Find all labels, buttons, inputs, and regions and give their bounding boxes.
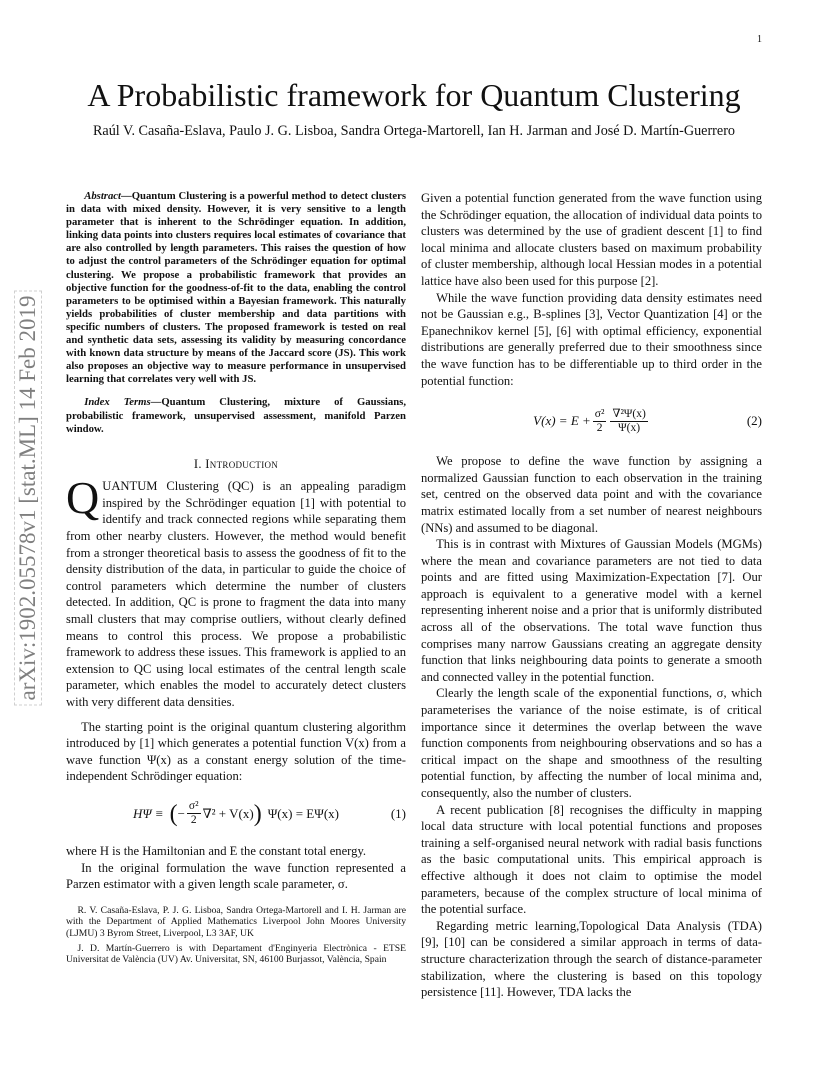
eq1-frac-num: σ² <box>188 800 199 813</box>
intro-paragraph-1 <box>66 472 406 710</box>
eq1-fraction <box>187 800 201 827</box>
abstract-text: —Quantum Clustering is a powerful method to detect clusters in data with mixed density. However, it is very sensitive to a length parameter that is inherent to the Schrödinger equation. In addition, linking data points into clusters requires local estimates of covariance that are also controlled by length parameters. This raises the question of how to adjust the control parameters of the Schrödinger equation for optimal clustering. We propose a probabilistic framework that provides an objective function for the goodness-of-fit to the data, enabling the control parameters to be optimised within a Bayesian framework. This naturally yields probabilities of cluster membership and data partitions with specific numbers of clusters. The proposed framework is tested on real and synthetic data sets, assessing its validity by measuring concordance with known data structure by means of the Jaccard score (JS). This work also proposes an objective way to measure performance in unsupervised learning that correlates very well with JS. <box>66 190 406 386</box>
page-number: 1 <box>757 34 762 45</box>
arxiv-stamp-text: arXiv:1902.05578v1 [stat.ML] 14 Feb 2019 <box>14 290 42 705</box>
eq1-mid: ∇² + V(x) <box>202 805 254 821</box>
eq2-lhs: V(x) = E + <box>533 412 591 428</box>
right-paragraph-3: We propose to define the wave function by assigning a normalized Gaussian function to each observation in the training set, centred on the observed data point and with the covariance matrix estimated locally from a set number of nearest neighbours (NNs) and assumed to be diagonal. <box>421 454 762 535</box>
paper-title: A Probabilistic framework for Quantum Clustering <box>87 77 741 113</box>
eq1-lhs: HΨ ≡ <box>133 805 164 821</box>
section-number: I. <box>193 456 202 471</box>
eq2-fraction-2 <box>610 408 647 435</box>
intro-paragraph-3: where H is the Hamiltonian and E the constant total energy. <box>66 843 367 858</box>
affiliation-footnotes <box>66 905 406 966</box>
eq2-frac2-num: ∇²Ψ(x) <box>612 407 646 420</box>
footnote-1: R. V. Casaña-Eslava, P. J. G. Lisboa, Sandra Ortega-Martorell and I. H. Jarman are with the Department of Applied Mathematics Liverpool John Moores University (LJMU) 3 Byrom Street, Liverpool, L3 3AF, UK <box>66 904 406 939</box>
equation-2 <box>421 397 762 445</box>
right-paragraph-4: This is in contrast with Mixtures of Gaussian Models (MGMs) where the mean and covariance parameters are not tied to data points and are fitted using Maximization-Expectation [7]. Our approach is equivalent to a generative model with a kernel representing inherent noise and a prior that is uniformly distributed across all of the observations. The total wave function thus comprises many narrow Gaussians creating an aggregate density function that links neighbouring data points to generate a smooth and connected valley in the potential function. <box>421 537 762 684</box>
equation-1: HΨ ≡ ( − $\frac{\text{σ²}}{2}$ ∇² + V(x) ) Ψ(x) = EΨ(x) (1) <box>133 800 406 827</box>
intro-paragraph-4: In the original formulation the wave function represented a Parzen estimator with a given length scale parameter, σ. <box>66 860 406 892</box>
left-column <box>66 190 406 970</box>
drop-cap: Q <box>66 472 100 524</box>
eq1-frac-den: 2 <box>190 814 197 827</box>
eq2-frac1-num: σ² <box>594 407 605 420</box>
section-heading <box>66 456 406 473</box>
right-paragraph-5: Clearly the length scale of the exponential functions, σ, which parameterises the variance of the noise estimate, is of critical importance since it determines the overlap between the wave function components from neighbouring observations and so has a critical impact on the shape and smoothness of the resulting potential function, by affecting the number of local minima and, consequently, also the number of clusters. <box>421 686 762 800</box>
right-paragraph-2: While the wave function providing data density estimates need not be Gaussian e.g., B-splines [3], Vector Quantization [4] or the Epanechnikov kernel [5], [6] with optimal efficiency, exponential distributions are generally preferred due to their smoothness since the wave function has to be differentiable up to third order in the potential function: <box>421 290 762 388</box>
index-terms-label: Index Terms <box>84 396 151 409</box>
right-paragraph-6: A recent publication [8] recognises the difficulty in mapping local data structure with local potential functions and proposes training a self-organised neural network with radial basis functions as the basic computational units. This empirical approach is effective although it does not claim to optimise the model parameters, because of the complex structure of local minima of the potential surface. <box>421 802 762 917</box>
right-paragraph-1: Given a potential function generated from the wave function using the Schrödinger equation, the allocation of individual data points to clusters was determined by the use of gradient descent [1] to find local minima and allocate clusters based on maximum probability of cluster membership, although local Hessian modes in a potential lattice have also been used for this purpose [2]. <box>421 191 762 288</box>
eq1-number: (1) <box>390 805 406 821</box>
eq2-fraction-1 <box>593 408 607 435</box>
section-title: Introduction <box>205 456 279 471</box>
right-column <box>421 190 762 1001</box>
abstract <box>66 190 406 386</box>
right-paragraph-7: Regarding metric learning,Topological Data Analysis (TDA) [9], [10] can be considered a similar approach in terms of data-structure characterization through the search of distance-parameter stabilization, where the clustering is based on this topology persistence [11]. However, TDA lacks the <box>421 918 762 1000</box>
eq2-number: (2) <box>746 412 762 428</box>
eq2-frac2-den: Ψ(x) <box>618 421 641 434</box>
index-terms <box>66 396 406 435</box>
abstract-label: Abstract <box>84 190 122 202</box>
footnote-2: J. D. Martín-Guerrero is with Departament d'Enginyeria Electrònica - ETSE Universitat de València (UV) Av. Universitat, SN, 46100 Burjassot, València, Spain <box>66 942 406 966</box>
intro-paragraph-2: The starting point is the original quantum clustering algorithm introduced by [1] which generates a potential function V(x) from a wave function Ψ(x) as a constant energy solution of the time-independent Schrödinger equation: <box>66 719 406 784</box>
intro-paragraph-1-text: UANTUM Clustering (QC) is an appealing paradigm inspired by the Schrödinger equation [1] with potential to identify and track connected regions while separating them from other nearby clusters. However, the method would benefit from a stronger theoretical basis to assess the goodness of fit to the density distribution of the data, in particular to guide the choice of control parameters which determine the number of clusters detected. In addition, QC is prone to fragment the data into many small clusters that may comprise outliers, without clearly defined means to control this process. We propose a probabilistic framework to address these issues. This framework is applied to an extension to QC using local estimates of the central length scale parameter, which enables the model to accurately detect clusters with very different data densities. <box>66 479 406 709</box>
eq2-frac1-den: 2 <box>596 421 603 434</box>
author-list: Raúl V. Casaña-Eslava, Paulo J. G. Lisboa, Sandra Ortega-Martorell, Ian H. Jarman and José D. Martín-Guerrero <box>92 123 736 139</box>
index-terms-text: —Quantum Clustering, mixture of Gaussians, probabilistic framework, unsupervised assessment, manifold Parzen window. <box>66 396 406 435</box>
eq1-rhs: Ψ(x) = EΨ(x) <box>267 805 339 821</box>
arxiv-stamp <box>12 248 44 748</box>
